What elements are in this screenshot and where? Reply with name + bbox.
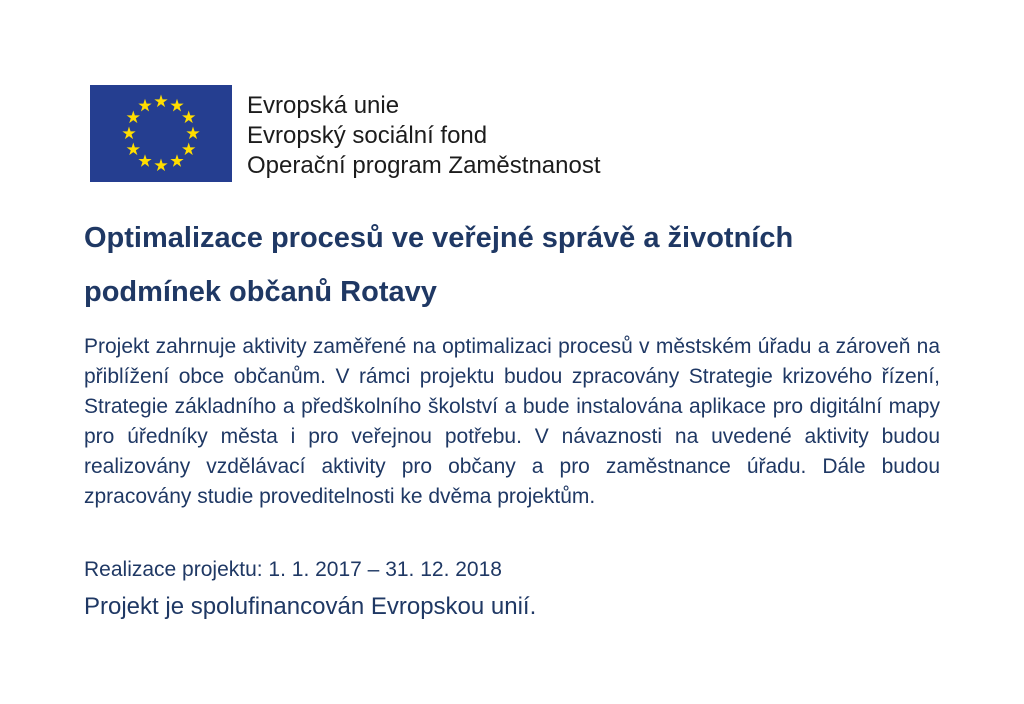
page-title-line-1: Optimalizace procesů ve veřejné správě a životních	[84, 222, 794, 254]
project-description-paragraph: Projekt zahrnuje aktivity zaměřené na optimalizaci procesů v městském úřadu a zároveň na přiblížení obce občanům. V rámci projektu budou zpracovány Strategie krizového řízení, Strategie základního a předškolního školství a bude instalována aplikace pro digitální mapy pro úředníky města i pro veřejnou potřebu. V návaznosti na uvedené aktivity budou realizovány vzdělávací aktivity pro občany a pro zaměstnance úřadu. Dále budou zpracovány studie proveditelnosti ke dvěma projektům.	[84, 335, 940, 508]
eu-logo-caption-line-3: Operační program Zaměstnanost	[247, 152, 601, 179]
eu-logo-caption-line-1: Evropská unie	[247, 92, 400, 119]
page-title-line-2: podmínek občanů Rotavy	[84, 276, 437, 308]
eu-logo-caption-line-2: Evropský sociální fond	[247, 122, 488, 149]
cofinancing-statement: Projekt je spolufinancován Evropskou unií.	[84, 593, 537, 620]
eu-logo-caption	[247, 91, 601, 181]
project-realization-dates: Realizace projektu: 1. 1. 2017 – 31. 12. 2018	[84, 558, 502, 581]
eu-flag-icon	[90, 85, 232, 182]
